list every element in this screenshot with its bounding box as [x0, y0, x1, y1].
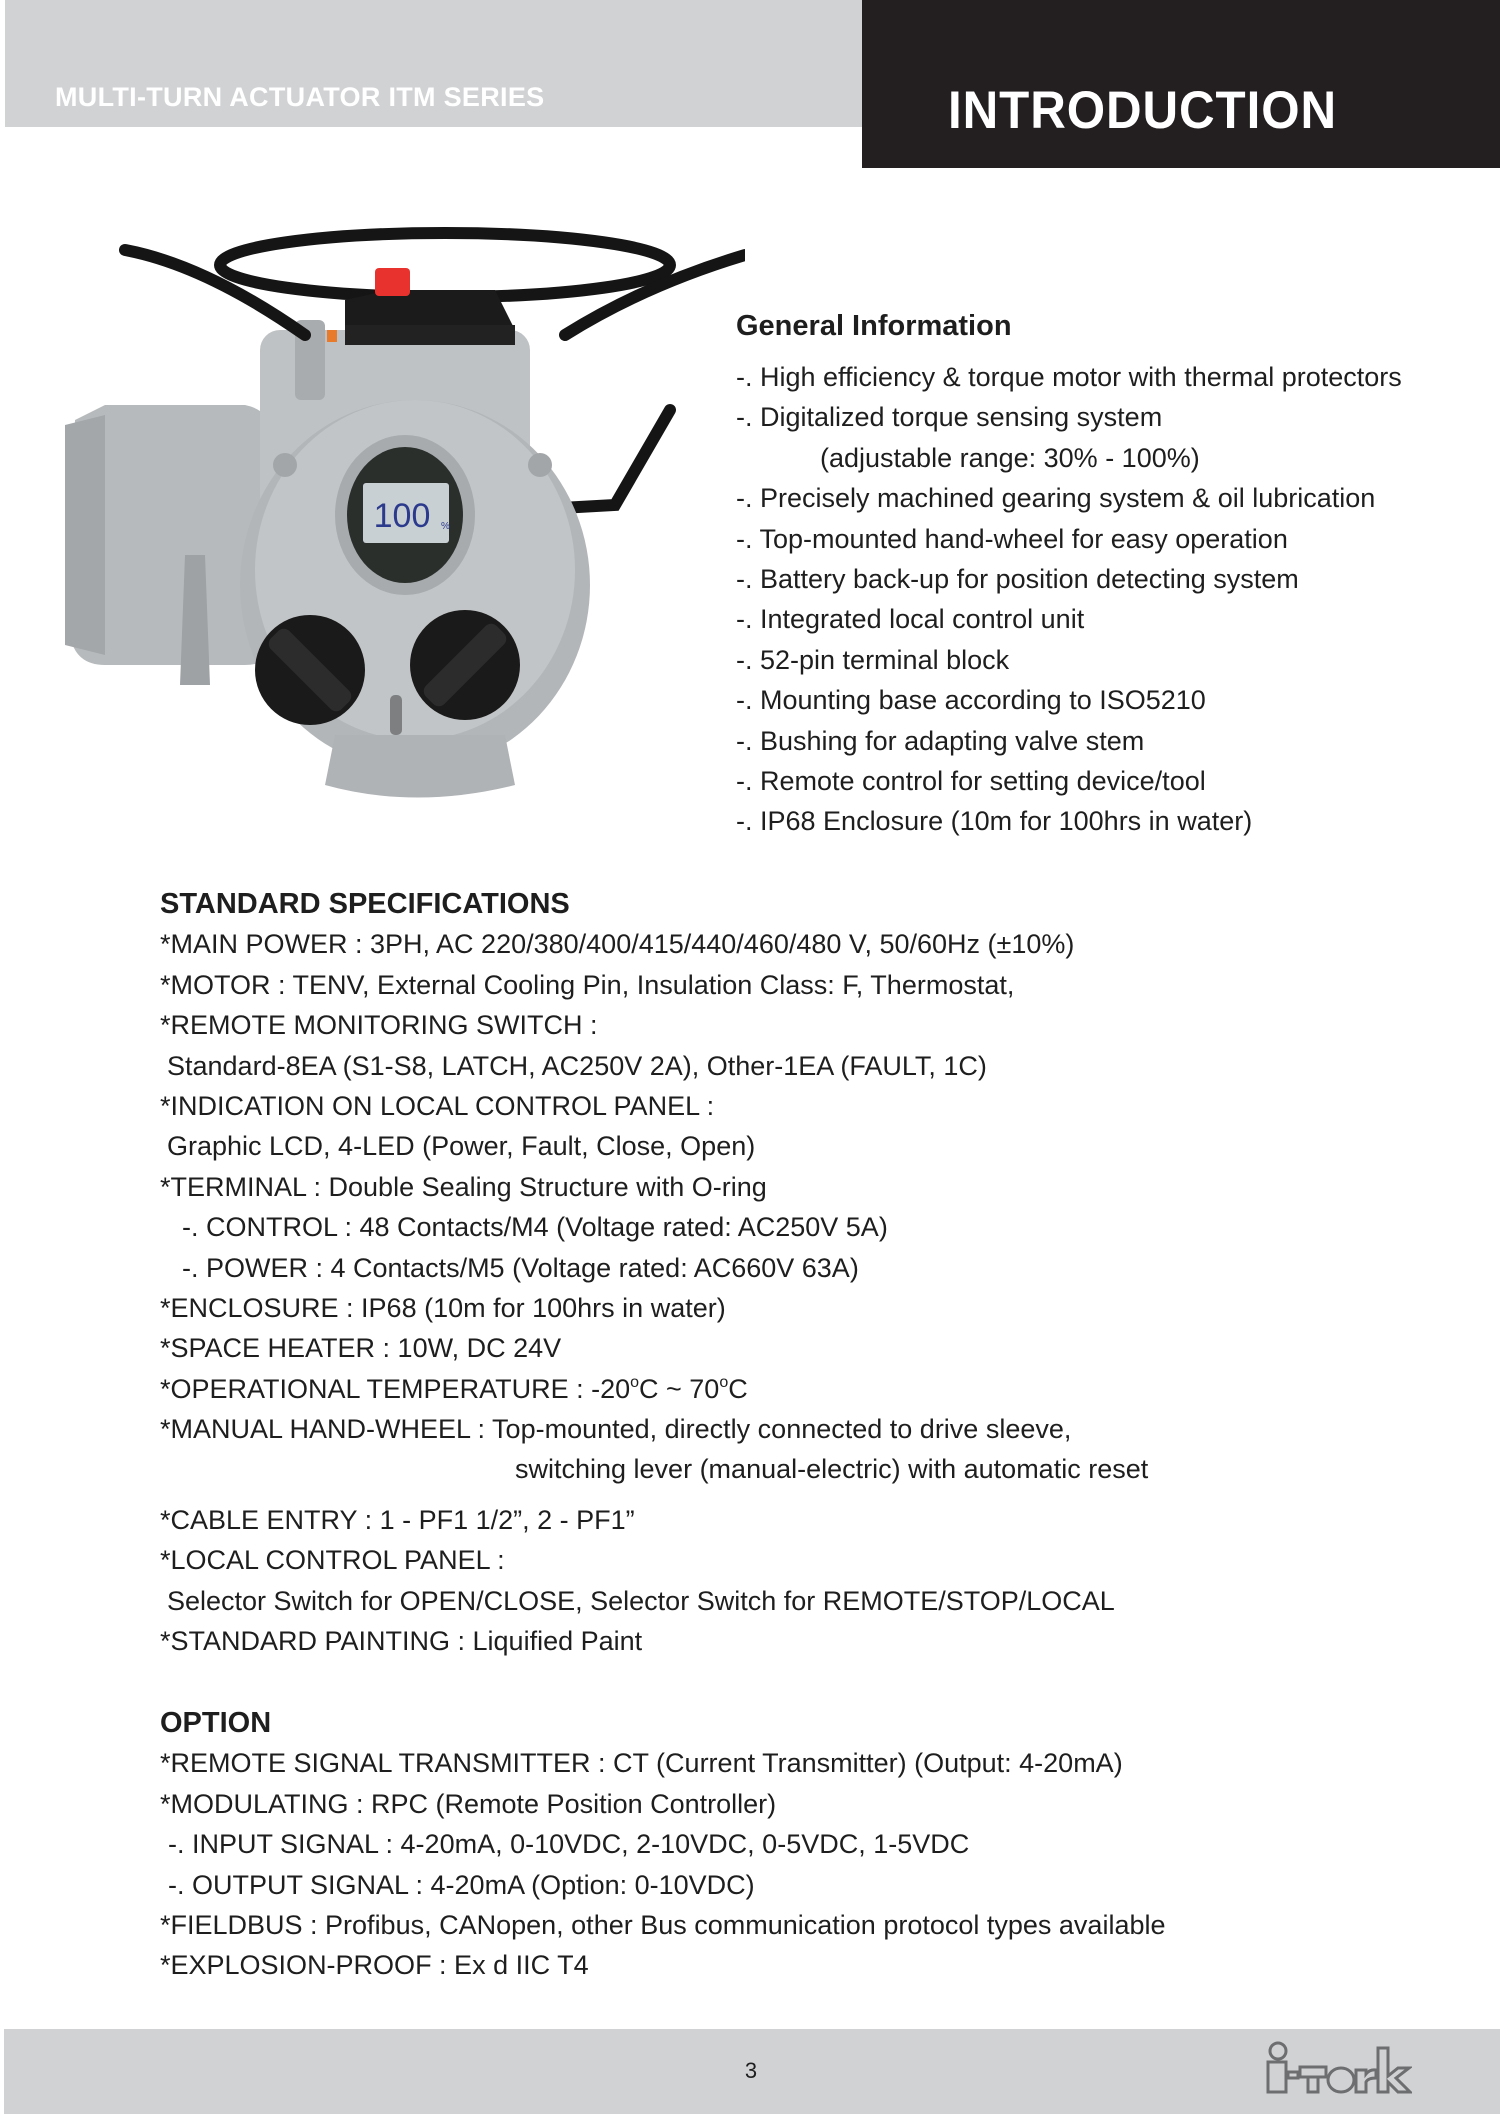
- hand-wheel-icon: [220, 233, 670, 297]
- option-input-signal: -. INPUT SIGNAL : 4-20mA, 0-10VDC, 2-10VDC, 0-5VDC, 1-5VDC: [168, 1829, 970, 1860]
- indicator-tag: [327, 330, 337, 342]
- spec-terminal: *TERMINAL : Double Sealing Structure with O-ring: [160, 1171, 767, 1202]
- standard-specifications: [160, 884, 1460, 1661]
- lcd-unit: %: [441, 521, 450, 532]
- spec-terminal-control: -. CONTROL : 48 Contacts/M4 (Voltage rated: AC250V 5A): [182, 1212, 888, 1243]
- option-output-signal: -. OUTPUT SIGNAL : 4-20mA (Option: 0-10VDC): [168, 1869, 755, 1900]
- itork-logo: [1262, 2040, 1412, 2096]
- list-item: -. Mounting base according to ISO5210: [736, 685, 1206, 716]
- padlock-hasp: [390, 695, 402, 735]
- bolt: [273, 453, 297, 477]
- option-section: [160, 1703, 1460, 1986]
- list-item-continuation: (adjustable range: 30% - 100%): [820, 442, 1200, 473]
- itork-logo-icon: [1262, 2040, 1412, 2096]
- spec-manual-hand-wheel-detail: switching lever (manual-electric) with automatic reset: [515, 1454, 1149, 1485]
- spec-remote-monitoring-switch-detail: Standard-8EA (S1-S8, LATCH, AC250V 2A), Other-1EA (FAULT, 1C): [167, 1050, 987, 1081]
- option-fieldbus: *FIELDBUS : Profibus, CANopen, other Bus communication protocol types available: [160, 1909, 1166, 1940]
- option-remote-signal-transmitter: *REMOTE SIGNAL TRANSMITTER : CT (Current Transmitter) (Output: 4-20mA): [160, 1748, 1123, 1779]
- spec-terminal-power: -. POWER : 4 Contacts/M5 (Voltage rated: AC660V 63A): [182, 1252, 859, 1283]
- list-item: -. Precisely machined gearing system & oil lubrication: [736, 483, 1376, 514]
- spec-cable-entry: *CABLE ENTRY : 1 - PF1 1/2”, 2 - PF1”: [160, 1504, 635, 1535]
- list-item: -. 52-pin terminal block: [736, 644, 1010, 675]
- temperature-suffix: C: [728, 1373, 748, 1404]
- list-item: -. Remote control for setting device/tool: [736, 765, 1206, 796]
- general-information-title: General Information: [736, 310, 1012, 342]
- cable-entry: [180, 555, 210, 685]
- degree-mark: o: [630, 1373, 640, 1391]
- spacer: [160, 1490, 1460, 1500]
- list-item: -. Top-mounted hand-wheel for easy operation: [736, 523, 1288, 554]
- spec-local-control-panel-detail: Selector Switch for OPEN/CLOSE, Selector Switch for REMOTE/STOP/LOCAL: [167, 1585, 1115, 1616]
- actuator-illustration: [45, 225, 745, 825]
- list-item: -. Battery back-up for position detecting system: [736, 563, 1299, 594]
- list-item: -. Integrated local control unit: [736, 604, 1085, 635]
- declutch-button: [375, 268, 410, 296]
- section-title: INTRODUCTION: [948, 81, 1338, 140]
- option-explosion-proof: *EXPLOSION-PROOF : Ex d IIC T4: [160, 1950, 589, 1981]
- list-item: -. Digitalized torque sensing system: [736, 402, 1163, 433]
- product-photo: [45, 225, 745, 825]
- list-item: -. Bushing for adapting valve stem: [736, 725, 1145, 756]
- motor-end-cover: [65, 415, 105, 655]
- degree-mark: o: [719, 1373, 729, 1391]
- spec-operational-temperature: [160, 1369, 1460, 1409]
- spec-standard-painting: *STANDARD PAINTING : Liquified Paint: [160, 1626, 643, 1657]
- spec-local-control-panel: *LOCAL CONTROL PANEL :: [160, 1545, 505, 1576]
- mounting-flange: [325, 735, 515, 798]
- bolt: [528, 453, 552, 477]
- page-number: 3: [744, 2058, 758, 2083]
- temperature-mid: C ~ 70: [639, 1373, 720, 1404]
- series-title: MULTI-TURN ACTUATOR ITM SERIES: [55, 82, 545, 112]
- spec-indication-detail: Graphic LCD, 4-LED (Power, Fault, Close, Open): [167, 1131, 756, 1162]
- lcd-value: 100: [373, 497, 431, 535]
- temperature-prefix: *OPERATIONAL TEMPERATURE : -20: [160, 1373, 631, 1404]
- list-item: -. High efficiency & torque motor with thermal protectors: [736, 362, 1402, 392]
- list-item: -. IP68 Enclosure (10m for 100hrs in water): [736, 806, 1253, 837]
- option-modulating: *MODULATING : RPC (Remote Position Controller): [160, 1788, 777, 1819]
- spec-enclosure: *ENCLOSURE : IP68 (10m for 100hrs in water): [160, 1292, 726, 1323]
- spec-remote-monitoring-switch: *REMOTE MONITORING SWITCH :: [160, 1010, 598, 1041]
- spec-space-heater: *SPACE HEATER : 10W, DC 24V: [160, 1333, 562, 1364]
- option-title: OPTION: [160, 1707, 272, 1739]
- spec-manual-hand-wheel: *MANUAL HAND-WHEEL : Top-mounted, directly connected to drive sleeve,: [160, 1414, 1072, 1445]
- wheel-hub: [345, 290, 515, 330]
- spec-motor: *MOTOR : TENV, External Cooling Pin, Insulation Class: F, Thermostat,: [160, 969, 1015, 1000]
- wheel-base: [345, 325, 515, 345]
- general-information: [736, 306, 1476, 842]
- standard-specifications-title: STANDARD SPECIFICATIONS: [160, 888, 570, 920]
- general-information-list: [736, 357, 1476, 842]
- spec-indication: *INDICATION ON LOCAL CONTROL PANEL :: [160, 1090, 715, 1121]
- spec-main-power: *MAIN POWER : 3PH, AC 220/380/400/415/440/460/480 V, 50/60Hz (±10%): [160, 929, 1075, 960]
